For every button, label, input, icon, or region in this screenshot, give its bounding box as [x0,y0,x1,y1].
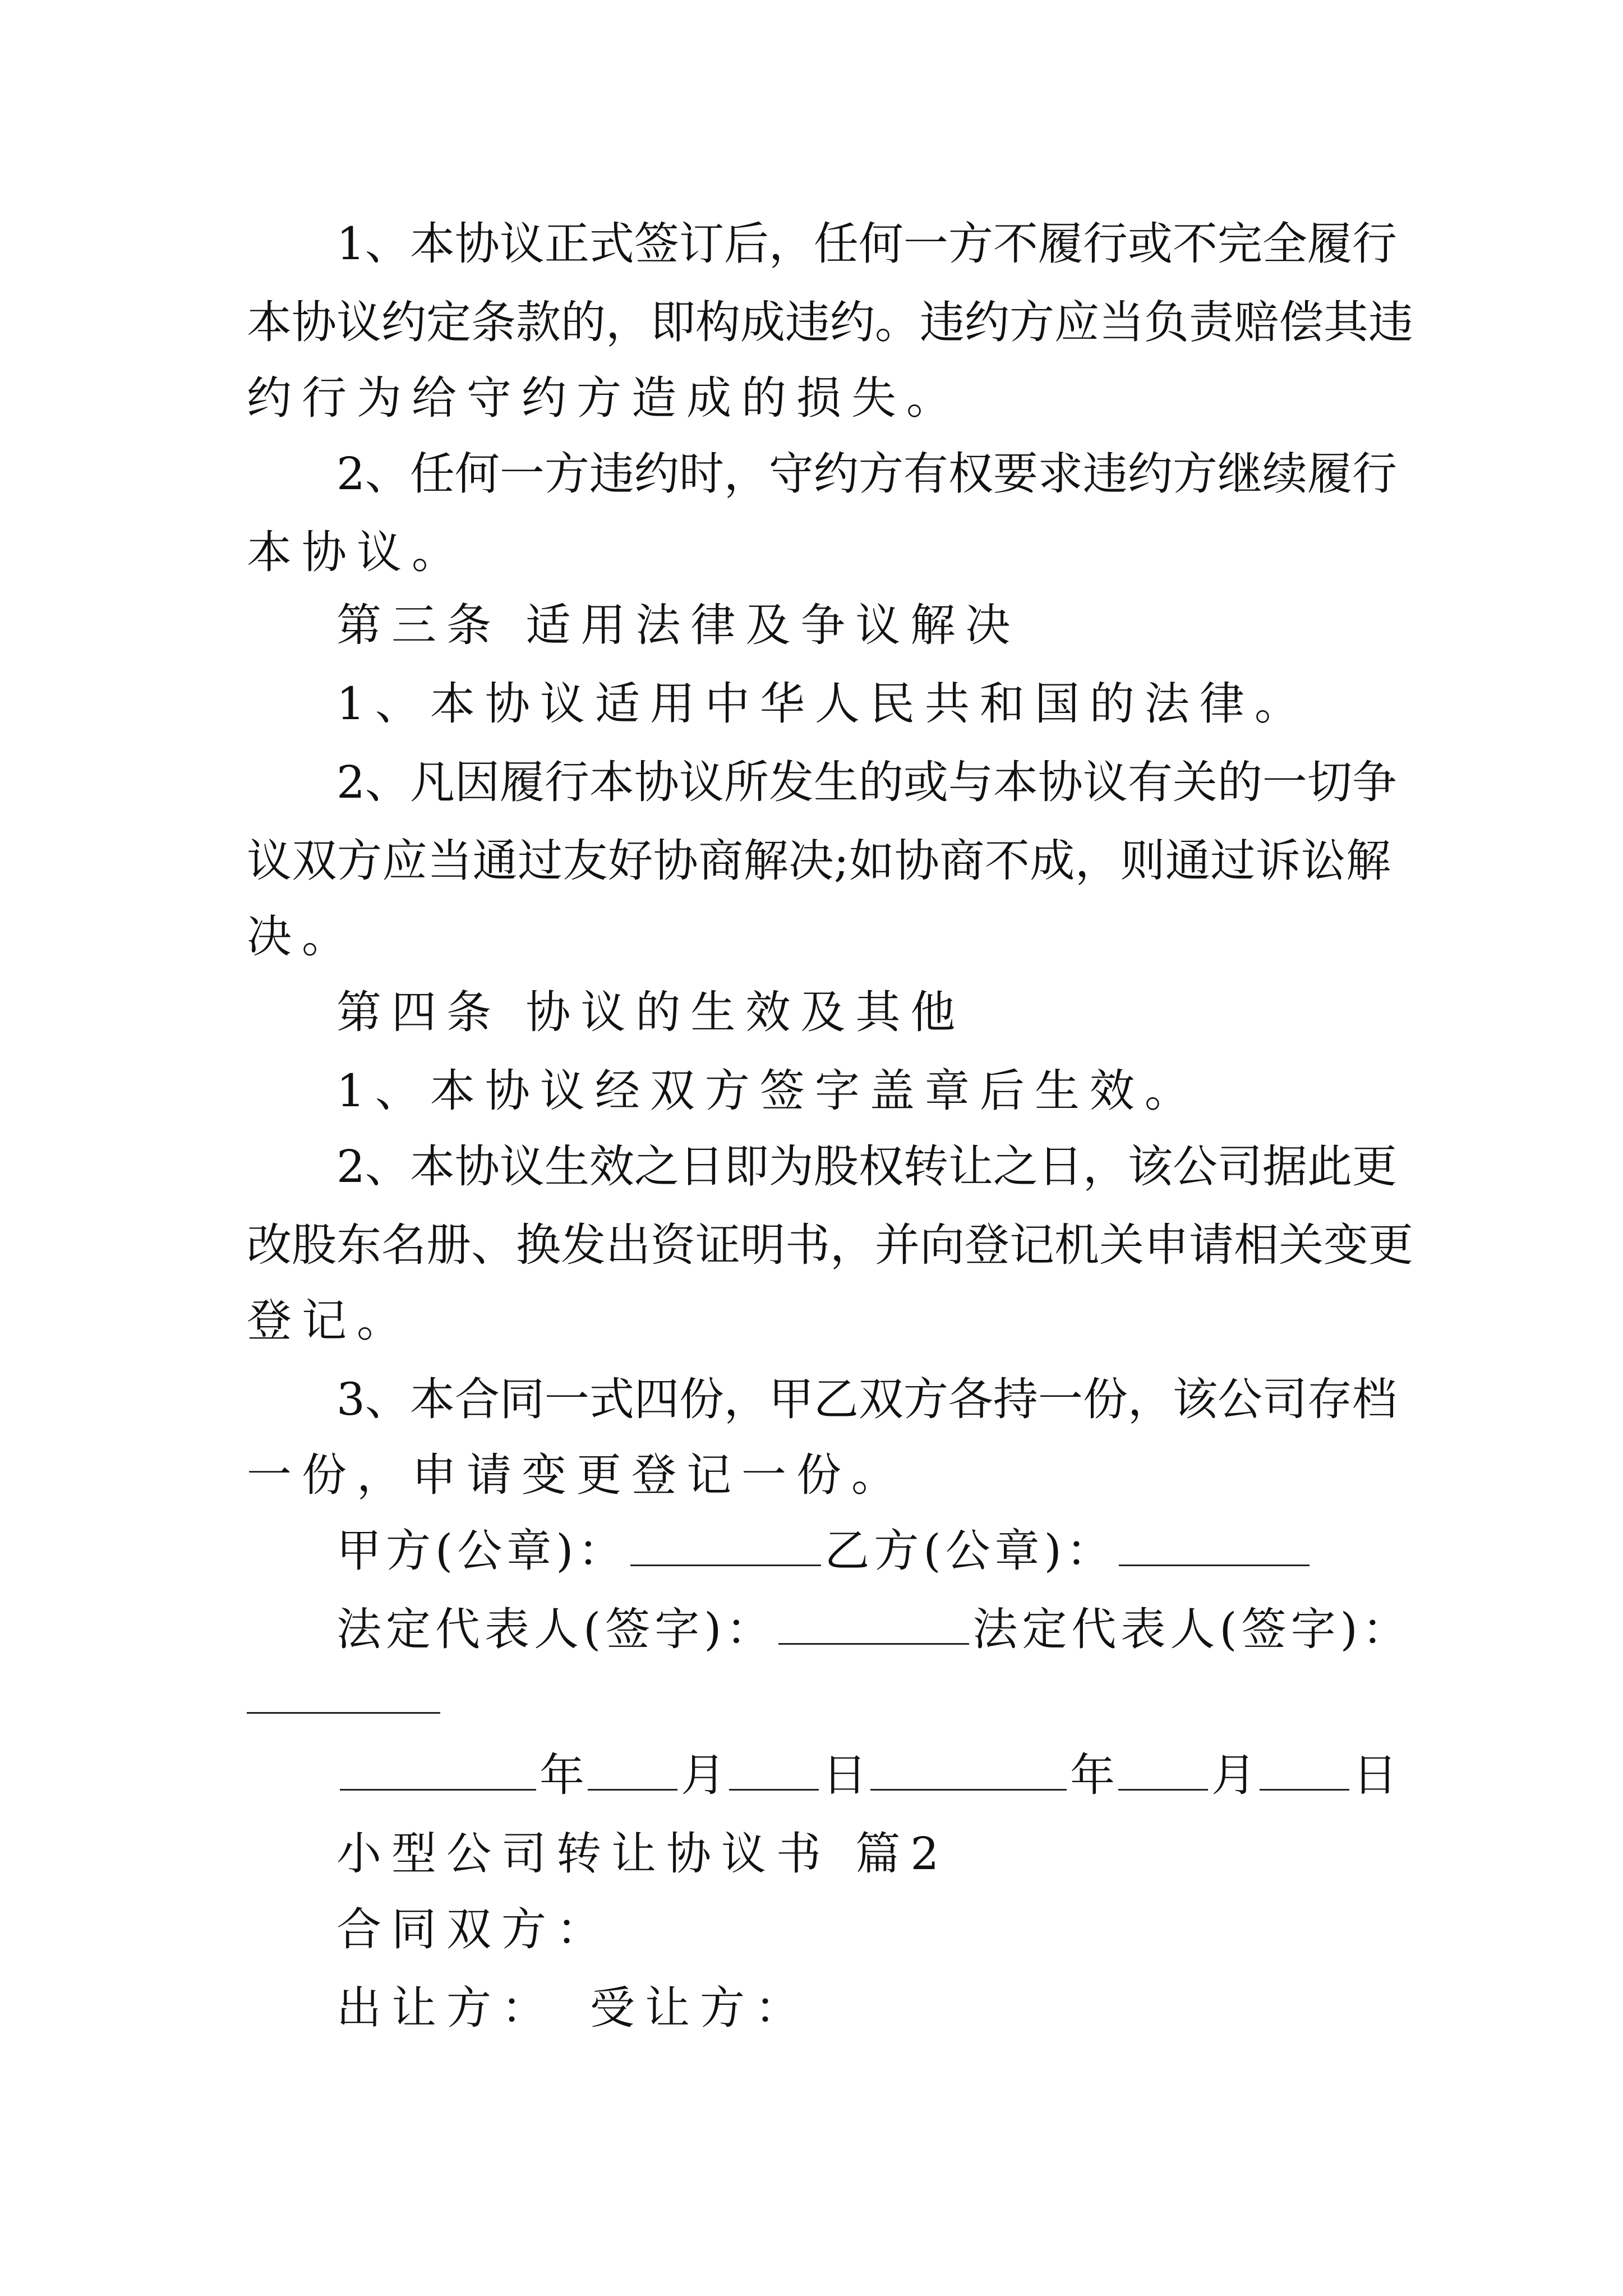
paragraph-line: 登记。 [247,1295,412,1347]
year-a-label: 年 [540,1749,584,1801]
section-heading: 第三条 适用法律及争议解决 [336,599,1021,651]
month-b-blank[interactable] [1118,1750,1208,1791]
parties-line [336,1980,1391,2036]
rep-a-label: 法定代表人(签字)： [336,1603,776,1655]
transferor-label: 出让方： [336,1982,556,2034]
party-b-seal-blank[interactable] [1119,1525,1310,1566]
party-a-seal-label: 甲方(公章)： [336,1525,628,1577]
day-b-blank[interactable] [1260,1750,1349,1791]
representative-line [336,1602,1412,1658]
paragraph-line: 约行为给守约方造成的损失。 [247,372,961,424]
section-title: 小型公司转让协议书 篇2 [336,1828,949,1880]
day-b-label: 日 [1353,1749,1398,1801]
year-b-label: 年 [1070,1749,1115,1801]
paragraph-line: 一份，申请变更登记一份。 [247,1449,906,1501]
paragraph-line: 1、本协议正式签订后，任何一方不履行或不完全履行 [336,218,1397,270]
paragraph-line: 2、任何一方违约时，守约方有权要求违约方继续履行 [336,448,1397,500]
day-a-label: 日 [822,1749,867,1801]
section-heading: 第四条 协议的生效及其他 [336,986,966,1038]
paragraph-line: 本协议。 [247,526,467,578]
paragraph-line: 1、本协议适用中华人民共和国的法律。 [336,678,1310,730]
paragraph-line: 改股东名册、换发出资证明书，并向登记机关申请相关变更 [247,1219,1413,1271]
rep-b-blank[interactable] [247,1712,440,1714]
rep-b-label: 法定代表人(签字)： [972,1603,1412,1655]
paragraph-line: 2、本协议生效之日即为股权转让之日，该公司据此更 [336,1140,1397,1193]
paragraph-line: 议双方应当通过友好协商解决;如协商不成，则通过诉讼解 [247,835,1391,887]
party-a-seal-blank[interactable] [630,1525,821,1566]
seal-line [336,1523,1391,1579]
party-b-seal-label: 乙方(公章)： [824,1525,1115,1577]
year-a-blank[interactable] [340,1750,536,1791]
year-b-blank[interactable] [870,1750,1067,1791]
paragraph-line: 3、本合同一式四份，甲乙双方各持一份，该公司存档 [336,1373,1397,1425]
date-line [336,1747,1398,1803]
paragraph-line: 1、本协议经双方签字盖章后生效。 [336,1065,1200,1117]
month-a-label: 月 [681,1749,726,1801]
day-a-blank[interactable] [729,1750,819,1791]
parties-label: 合同双方： [336,1903,611,1955]
month-b-label: 月 [1211,1749,1256,1801]
month-a-blank[interactable] [588,1750,677,1791]
transferee-label: 受让方： [590,1982,810,2034]
paragraph-line: 决。 [247,910,357,963]
rep-a-blank[interactable] [778,1604,969,1645]
paragraph-line: 2、凡因履行本协议所发生的或与本协议有关的一切争 [336,756,1397,808]
paragraph-line: 本协议约定条款的，即构成违约。违约方应当负责赔偿其违 [247,296,1413,348]
